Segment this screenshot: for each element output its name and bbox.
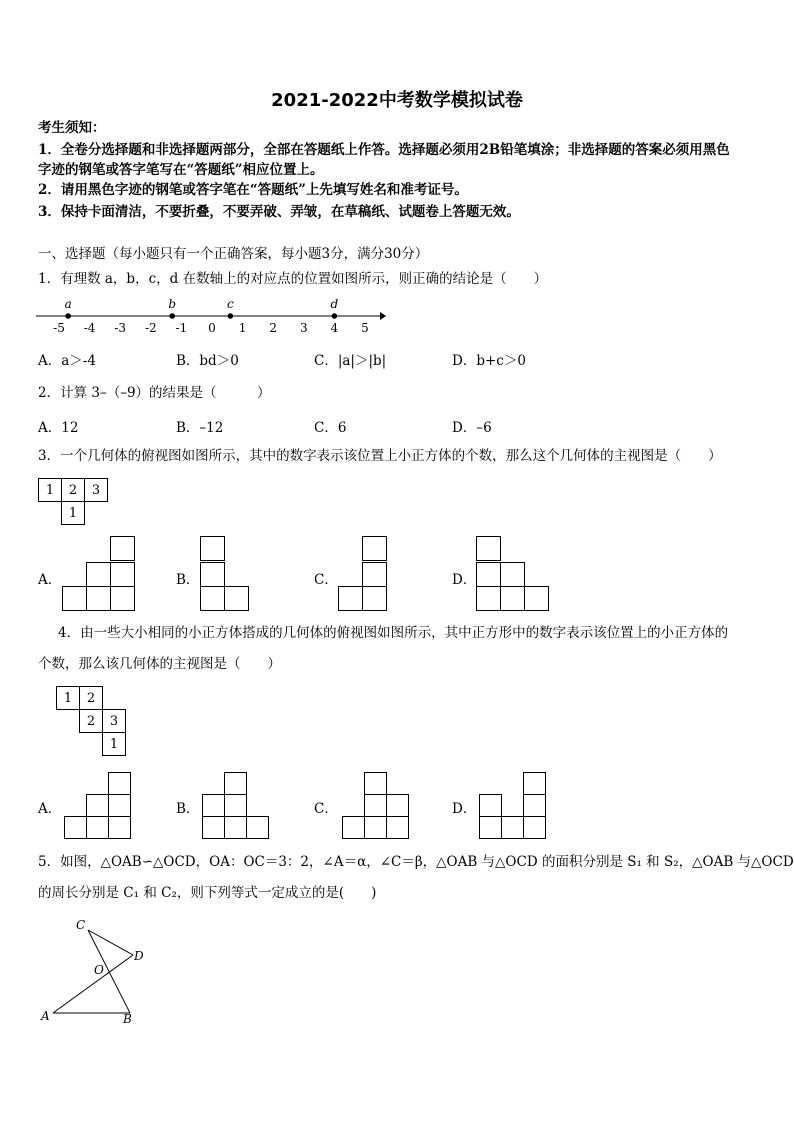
q2-option-a[interactable]: A．12: [38, 420, 79, 436]
axis-tick-label: -5: [53, 321, 65, 335]
q4-option-d-figure: [479, 770, 551, 840]
label-a: A: [41, 1009, 50, 1023]
q4-option-b-figure: [202, 770, 274, 840]
q3-option-c[interactable]: C．: [314, 572, 338, 588]
notice-line-4: 3．保持卡面清洁，不要折叠，不要弄破、弄皱，在草稿纸、试题卷上答题无效。: [38, 204, 520, 220]
q4-top-view-grid: [56, 686, 126, 756]
notice-line-3: 2．请用黑色字迹的钢笔或答字笔在“答题纸”上先填写姓名和准考证号。: [38, 182, 468, 198]
q3-option-b[interactable]: B．: [176, 572, 200, 588]
q1-stem: 1．有理数 a，b，c，d 在数轴上的对应点的位置如图所示，则正确的结论是（ ）: [38, 271, 548, 287]
grid-cell: 2: [80, 687, 103, 710]
q5-triangle-figure: [36, 916, 166, 1028]
q3-option-b-figure: [200, 536, 252, 612]
axis-tick-label: -2: [144, 321, 157, 335]
q2-option-b[interactable]: B．–12: [176, 420, 224, 436]
q1-option-d[interactable]: D．b+c＞0: [452, 353, 526, 369]
axis-tick-label: -4: [83, 321, 96, 335]
q5-stem-line-2: 的周长分别是 C₁ 和 C₂，则下列等式一定成立的是( ): [38, 885, 377, 901]
point-label-a: a: [64, 297, 72, 311]
number-line-figure: [30, 290, 390, 338]
grid-cell: 1: [39, 479, 62, 502]
label-c: C: [76, 918, 86, 932]
axis-tick-label: 5: [361, 321, 369, 335]
axis-tick-label: 4: [330, 321, 339, 335]
section-heading: 一、选择题（每小题只有一个正确答案，每小题3分，满分30分）: [38, 246, 429, 262]
notice-line-2: 字迹的钢笔或答字笔写在“答题纸”相应位置上。: [38, 162, 324, 178]
point-b: [169, 313, 175, 319]
grid-cell: 1: [103, 733, 126, 756]
q4-option-a-figure: [64, 770, 136, 840]
q2-stem: 2．计算 3–（–9）的结果是（ ）: [38, 385, 271, 401]
axis-tick-label: -1: [175, 321, 188, 335]
label-o: O: [94, 963, 104, 977]
grid-cell: 1: [62, 502, 85, 525]
grid-cell: 2: [62, 479, 85, 502]
q3-option-a[interactable]: A．: [38, 572, 62, 588]
q3-option-d[interactable]: D．: [452, 572, 477, 588]
point-d: [332, 313, 338, 319]
axis-tick-label: -3: [114, 321, 127, 335]
notice-line-1: 1．全卷分选择题和非选择题两部分，全部在答题纸上作答。选择题必须用2B铅笔填涂；非选择题的答案必须用黑色: [38, 142, 730, 158]
q4-stem-line-2: 个数，那么该几何体的主视图是（ ）: [38, 656, 281, 672]
q2-option-d[interactable]: D．–6: [452, 420, 492, 436]
grid-cell: 1: [57, 687, 80, 710]
q4-stem-line-1: 4．由一些大小相同的小正方体搭成的几何体的俯视图如图所示，其中正方形中的数字表示该位置上的小正方体的: [58, 625, 729, 641]
q5-stem-line-1: 5．如图，△OAB∽△OCD，OA：OC＝3：2，∠A＝α，∠C＝β，△OAB 与△OCD 的面积分别是 S₁ 和 S₂，△OAB 与△OCD: [38, 854, 794, 870]
q2-option-c[interactable]: C．6: [314, 420, 347, 436]
q1-option-b[interactable]: B．bd＞0: [176, 353, 239, 369]
grid-cell: 2: [80, 710, 103, 733]
axis-tick-label: 1: [238, 321, 247, 335]
point-label-c: c: [226, 297, 234, 311]
q4-option-a[interactable]: A．: [38, 801, 62, 817]
point-c: [228, 313, 234, 319]
label-d: D: [134, 949, 144, 963]
q4-option-c-figure: [342, 770, 414, 840]
q1-option-a[interactable]: A．a＞-4: [38, 353, 96, 369]
q4-option-c[interactable]: C．: [314, 801, 338, 817]
q3-option-a-figure: [62, 536, 138, 612]
page-title: 2021-2022中考数学模拟试卷: [271, 90, 523, 111]
axis-tick-label: 2: [269, 321, 278, 335]
point-a: [65, 313, 71, 319]
q4-option-d[interactable]: D．: [452, 801, 477, 817]
notice-heading: 考生须知：: [38, 120, 106, 136]
point-label-b: b: [168, 297, 177, 311]
axis-tick-label: 3: [299, 321, 308, 335]
grid-cell: 3: [103, 710, 126, 733]
q3-option-c-figure: [338, 536, 390, 612]
grid-cell: 3: [85, 479, 108, 502]
q3-option-d-figure: [476, 536, 552, 612]
q1-option-c[interactable]: C．|a|＞|b|: [314, 353, 387, 369]
q4-option-b[interactable]: B．: [176, 801, 200, 817]
label-b: B: [123, 1012, 132, 1026]
axis-tick-label: 0: [208, 321, 216, 335]
q3-stem: 3．一个几何体的俯视图如图所示，其中的数字表示该位置上小正方体的个数，那么这个几何体的主视图是（ ）: [38, 448, 722, 464]
q3-top-view-grid: [38, 478, 108, 525]
point-label-d: d: [330, 297, 339, 311]
